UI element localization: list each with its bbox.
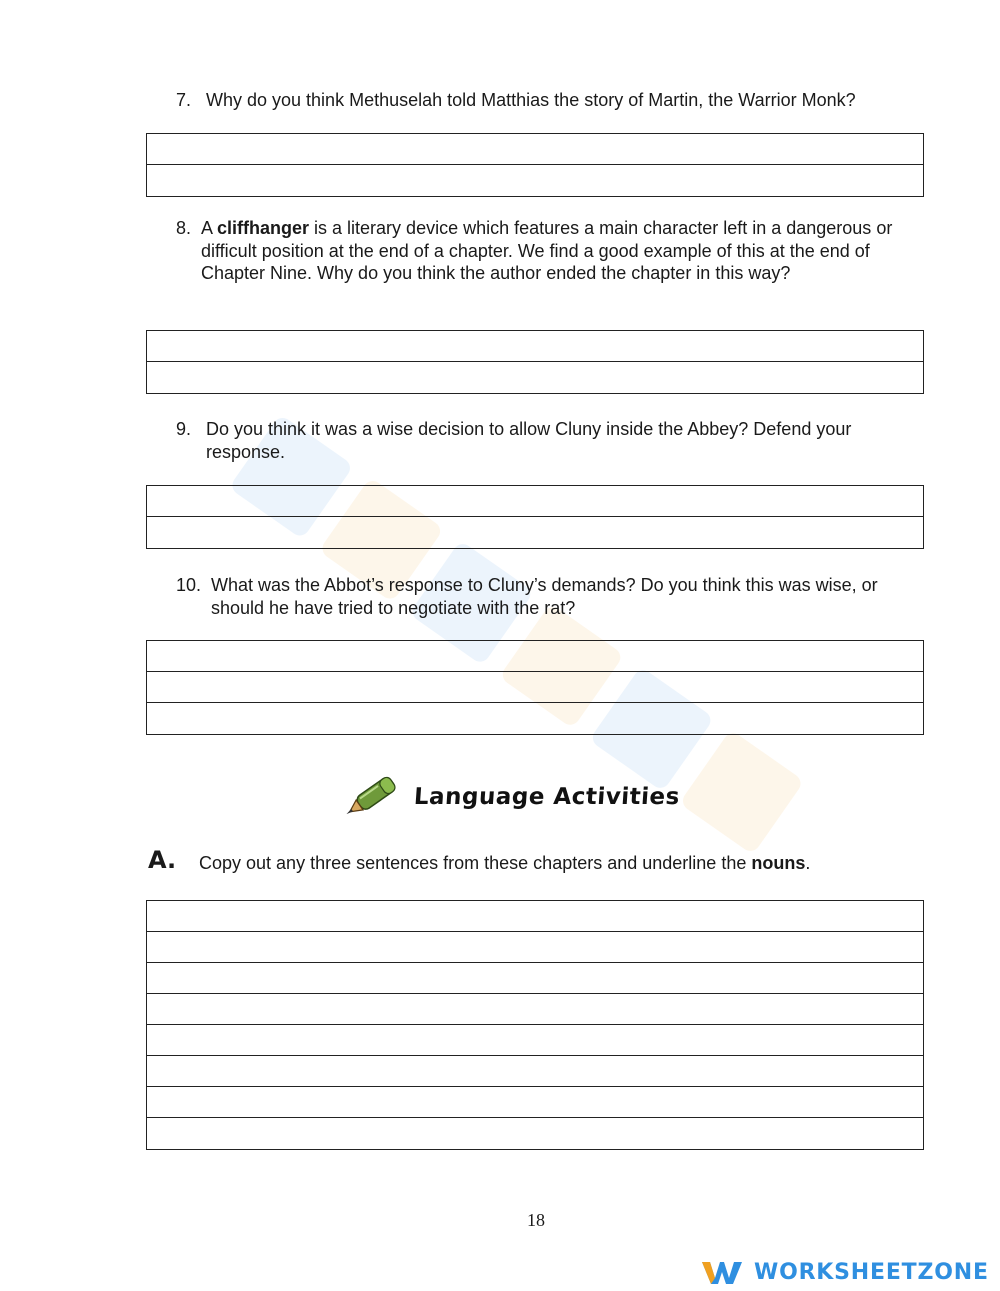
question-number: 9. [176,419,192,439]
question-number: 8. [176,218,192,238]
answer-line[interactable] [147,963,923,994]
question-text-rest: is a literary device which features a main character left in a dangerous or difficult position at the end of a chapter. We find a good example of this at the end of Chapter Nine. Why do you think the author ended the chapter in this way? [201,218,893,283]
question-10 [176,574,926,619]
answer-box-9 [146,485,924,549]
w-logo-icon [702,1260,742,1286]
answer-line[interactable] [147,672,923,703]
answer-line[interactable] [147,901,923,932]
section-title: Language Activities [413,784,681,810]
part-instruction [199,853,810,874]
question-7 [176,89,936,112]
question-9 [176,418,916,463]
answer-box-a [146,900,924,1150]
brand-logo[interactable] [702,1258,1000,1288]
answer-line[interactable] [147,1025,923,1056]
question-text [201,217,913,285]
answer-line[interactable] [147,703,923,734]
page-number: 18 [527,1210,545,1230]
answer-line[interactable] [147,331,923,362]
part-letter: A. [148,846,177,874]
bold-term: nouns [751,853,806,873]
answer-line[interactable] [147,1087,923,1118]
answer-box-8 [146,330,924,394]
answer-line[interactable] [147,1056,923,1087]
pen-icon [340,770,406,826]
answer-line[interactable] [147,486,923,517]
answer-line[interactable] [147,165,923,196]
brand-name: WORKSHEETZONE [754,1260,989,1285]
question-text: Why do you think Methuselah told Matthias the story of Martin, the Warrior Monk? [206,90,856,110]
answer-line[interactable] [147,362,923,393]
question-8 [176,217,916,285]
instruction-end: . [805,853,811,873]
section-heading [340,770,700,826]
bold-term: cliffhanger [217,218,310,238]
answer-line[interactable] [147,517,923,548]
answer-line[interactable] [147,932,923,963]
answer-box-10 [146,640,924,735]
answer-line[interactable] [147,1118,923,1149]
answer-line[interactable] [147,641,923,672]
question-number: 10. [176,575,202,595]
answer-line[interactable] [147,994,923,1025]
question-text: What was the Abbot’s response to Cluny’s demands? Do you think this was wise, or should he have tried to negotiate with the rat? [211,575,878,618]
instruction-text: Copy out any three sentences from these chapters and underline the [199,853,752,873]
answer-line[interactable] [147,134,923,165]
answer-box-7 [146,133,924,197]
question-number: 7. [176,90,192,110]
question-text: Do you think it was a wise decision to allow Cluny inside the Abbey? Defend your response. [206,419,852,462]
question-text-start: A [201,218,218,238]
